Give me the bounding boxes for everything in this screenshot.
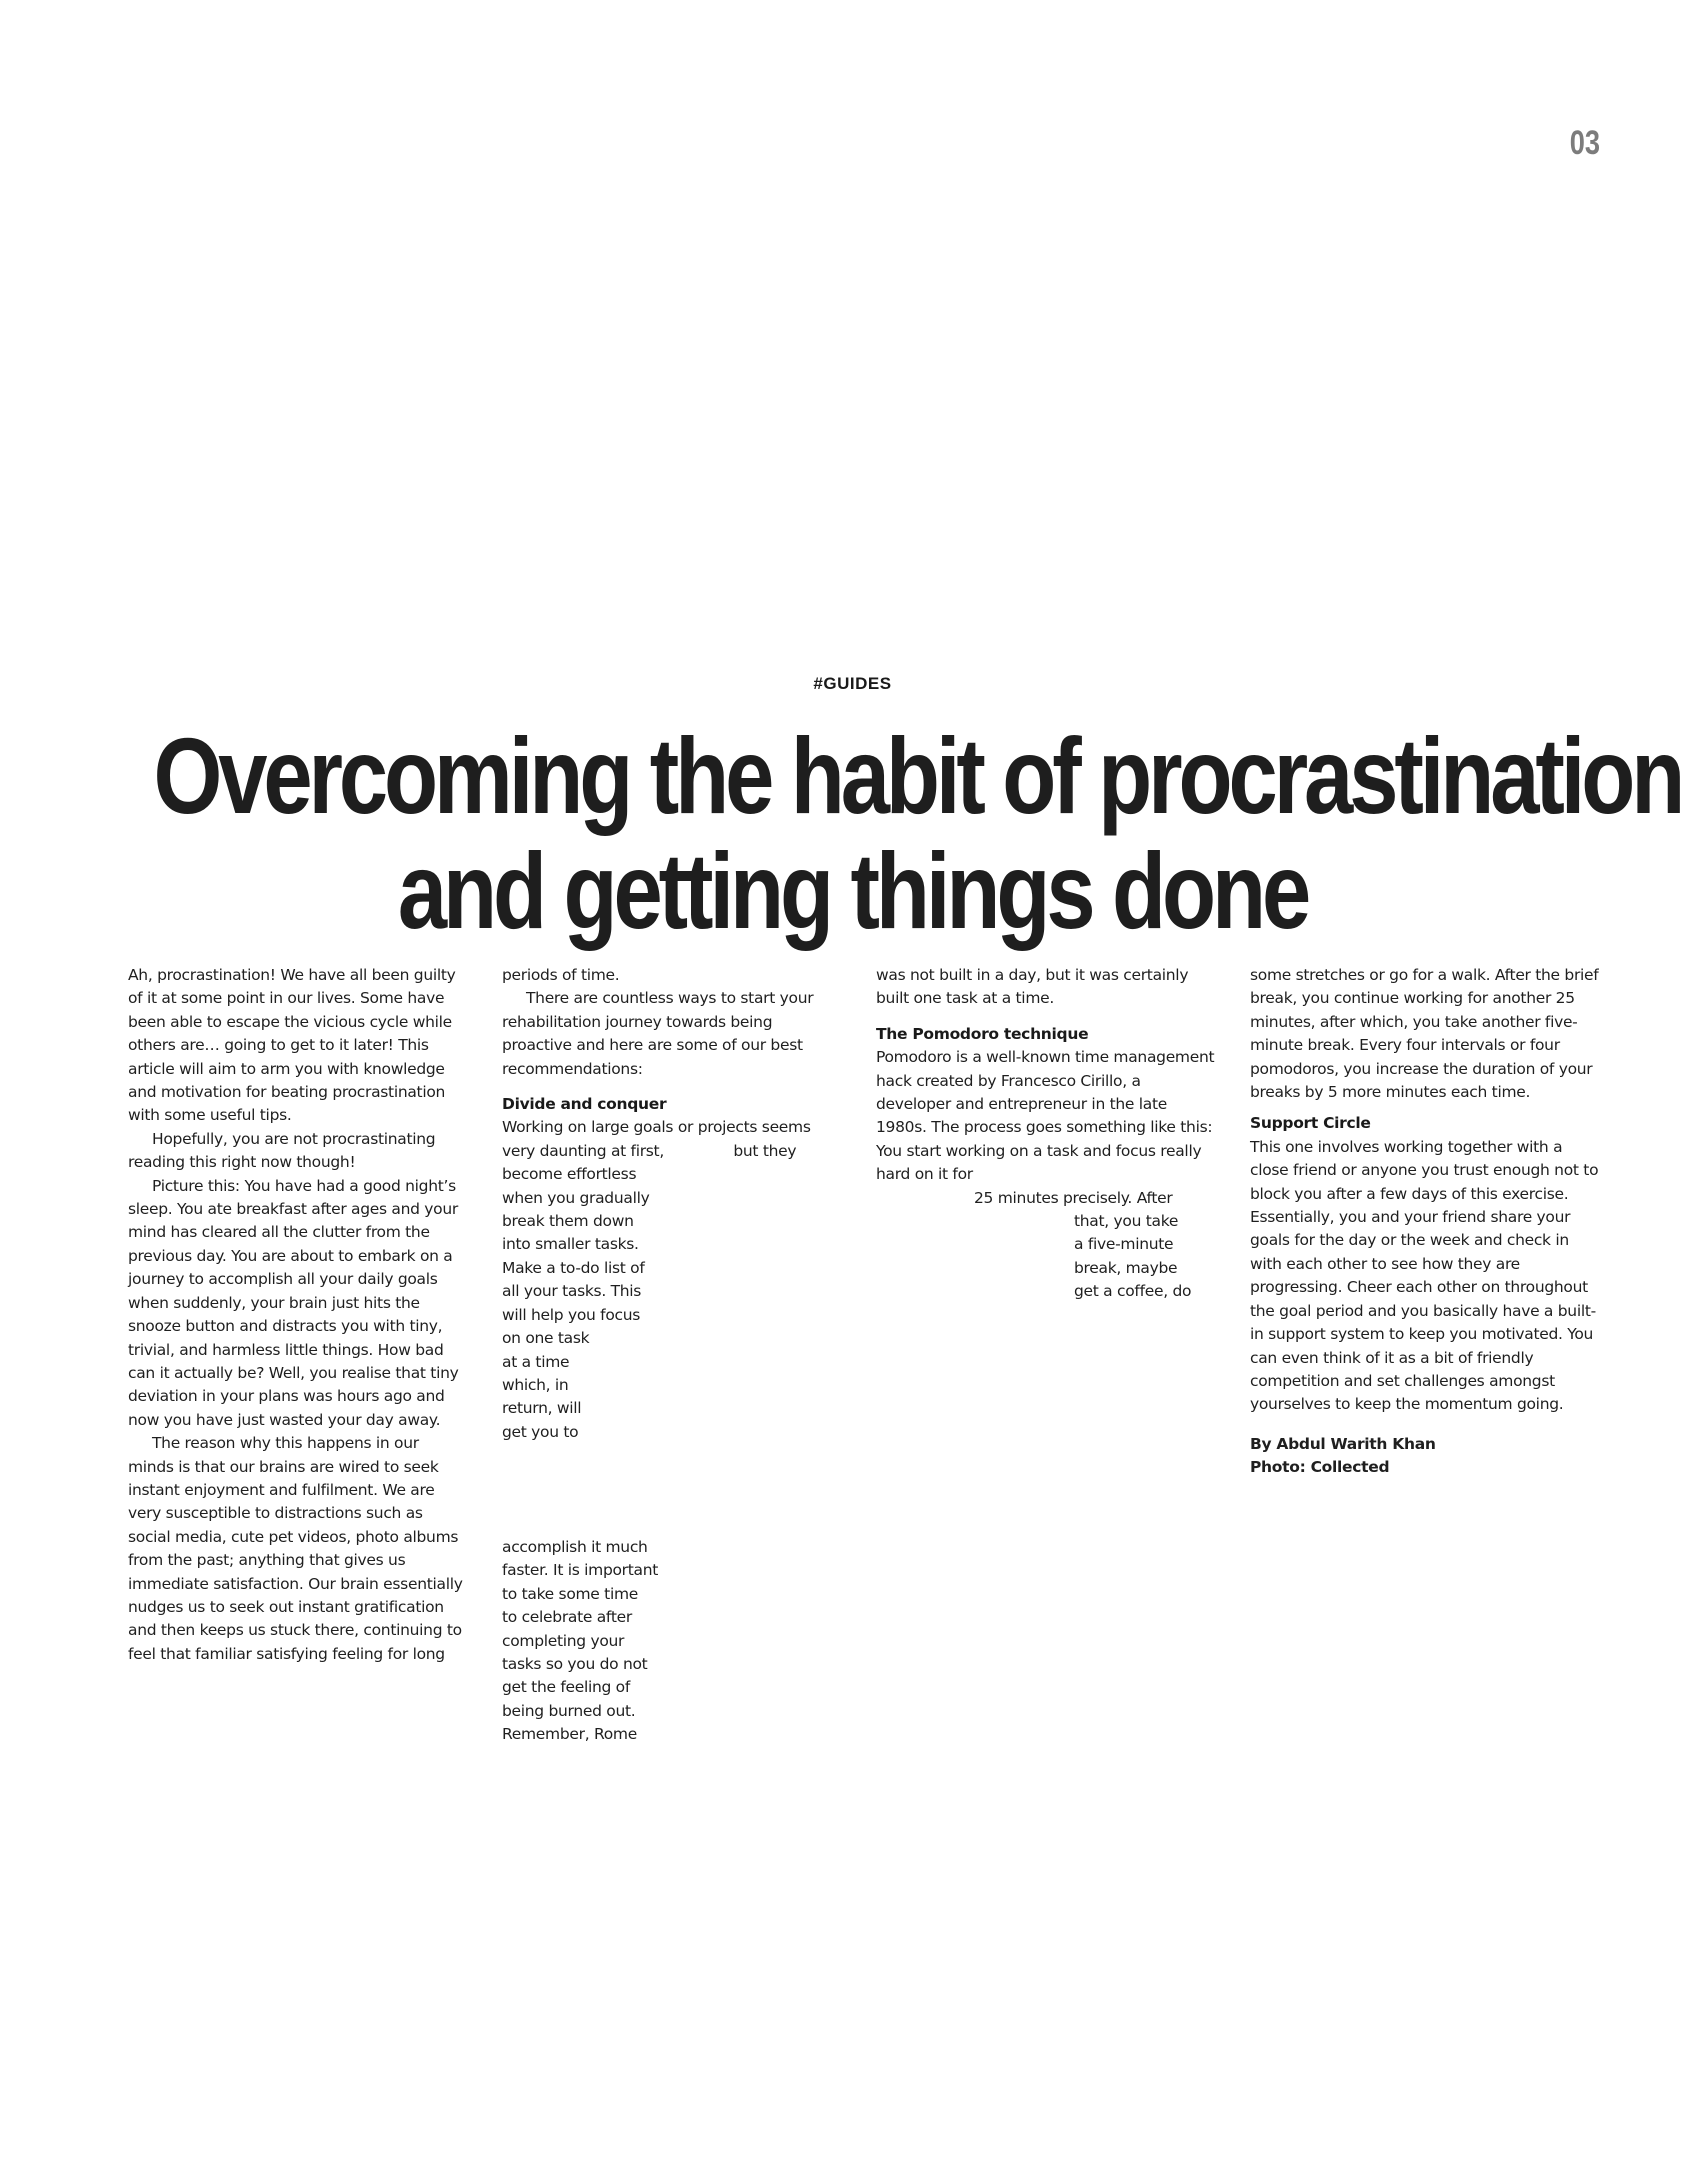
text-line: a five-minute: [1074, 1235, 1174, 1254]
body-wrapped-lines: [502, 1116, 842, 1444]
text-line: break, maybe: [1074, 1258, 1178, 1277]
text-line: 25 minutes precisely. After: [974, 1188, 1173, 1207]
subheading-support-circle: Support Circle: [1250, 1114, 1371, 1133]
headline-line-2: and getting things done: [397, 830, 1308, 951]
text-line: very daunting at first, but they: [502, 1141, 797, 1160]
headline-line-1: Overcoming the habit of procrastination: [153, 715, 1682, 836]
intro-paragraph: Ah, procrastination! We have all been guilty of it at some point in our lives. Some have been able to escape the vicious cycle while others are… going to get to it later! This article will aim to arm you with knowledge and motivation for beating procrastination with some useful tips.: [128, 966, 456, 1125]
author-byline: By Abdul Warith Khan: [1250, 1434, 1436, 1453]
text-line: become effortless: [502, 1165, 637, 1184]
text-line: faster. It is important: [502, 1561, 659, 1580]
text-line: to take some time: [502, 1584, 638, 1603]
body-paragraph: periods of time.: [502, 966, 620, 984]
body-paragraph: Hopefully, you are not procrastinating reading this right now though!: [128, 1129, 436, 1172]
text-line: get you to: [502, 1422, 579, 1441]
section-kicker: #GUIDES: [813, 674, 892, 693]
subheading-divide-and-conquer: Divide and conquer: [502, 1095, 667, 1114]
body-paragraph: some stretches or go for a walk. After the brief break, you continue working for another 25 minutes, after which, you take another five-minute break. Every four intervals or four pomodoros, you increase the duration of your breaks by 5 more minutes each time.: [1250, 966, 1599, 1102]
text-line: all your tasks. This: [502, 1282, 642, 1301]
body-paragraph: was not built in a day, but it was certainly built one task at a time.: [876, 966, 1189, 1008]
article-column-4: [1250, 964, 1600, 1480]
photo-credit: Photo: Collected: [1250, 1458, 1390, 1477]
article-column-2: [502, 964, 842, 1444]
text-line: which, in: [502, 1375, 569, 1394]
text-line: will help you focus: [502, 1305, 641, 1324]
text-line: to celebrate after: [502, 1608, 632, 1627]
text-line: tasks so you do not: [502, 1655, 648, 1674]
text-line: when you gradually: [502, 1188, 650, 1207]
article-column-3: [876, 964, 1216, 1304]
text-line: being burned out.: [502, 1701, 636, 1720]
body-paragraph: This one involves working together with a close friend or anyone you trust enough not to block you after a few days of this exercise. Essentially, you and your friend share your goals for the day or the week and check in with each other to see how they are progressing. Cheer each other on throughout the goal period and you basically have a built-in support system to keep you motivated. You can even think of it as a bit of friendly competition and set challenges amongst yourselves to keep the momentum going.: [1250, 1137, 1599, 1414]
body-paragraph: There are countless ways to start your rehabilitation journey towards being proactive and here are some of our best recommendations:: [502, 989, 814, 1078]
text-line: Make a to-do list of: [502, 1258, 645, 1277]
text-line: that, you take: [1074, 1212, 1179, 1231]
headline: [153, 715, 1682, 951]
subheading-pomodoro-technique: The Pomodoro technique: [876, 1024, 1089, 1043]
text-line: into smaller tasks.: [502, 1235, 639, 1254]
article-column-1: [128, 964, 468, 1666]
body-wrapped-lines: [876, 1187, 1216, 1304]
page-number: 03: [1569, 124, 1600, 162]
article-column-2-continued: [502, 1536, 662, 1747]
text-line: return, will: [502, 1399, 582, 1418]
text-line: accomplish it much: [502, 1538, 648, 1556]
text-line: get the feeling of: [502, 1678, 631, 1697]
text-line: Working on large goals or projects seems: [502, 1118, 811, 1137]
text-line: Remember, Rome: [502, 1725, 637, 1744]
body-wrapped-lines: [502, 1536, 662, 1747]
body-paragraph: The reason why this happens in our minds is that our brains are wired to seek instant enjoyment and fulfilment. We are very susceptible to distractions such as social media, cute pet videos, photo albums from the past; anything that gives us immediate satisfaction. Our brain essentially nudges us to seek out instant gratification and then keeps us stuck there, continuing to feel that familiar satisfying feeling for long: [128, 1434, 463, 1663]
text-line: at a time: [502, 1352, 570, 1371]
text-line: completing your: [502, 1631, 625, 1650]
body-paragraph: Pomodoro is a well-known time management hack created by Francesco Cirillo, a developer and entrepreneur in the late 1980s. The process goes something like this: You start working on a task and focus really hard on it for: [876, 1048, 1215, 1184]
text-line: on one task: [502, 1329, 590, 1348]
body-paragraph: Picture this: You have had a good night’s sleep. You ate breakfast after ages and your mind has cleared all the clutter from the previous day. You are about to embark on a journey to accomplish all your daily goals when suddenly, your brain just hits the snooze button and distracts you with tiny, trivial, and harmless little things. How bad can it actually be? Well, you realise that tiny deviation in your plans was hours ago and now you have just wasted your day away.: [128, 1176, 459, 1429]
text-line: break them down: [502, 1212, 634, 1231]
text-line: get a coffee, do: [1074, 1282, 1192, 1301]
